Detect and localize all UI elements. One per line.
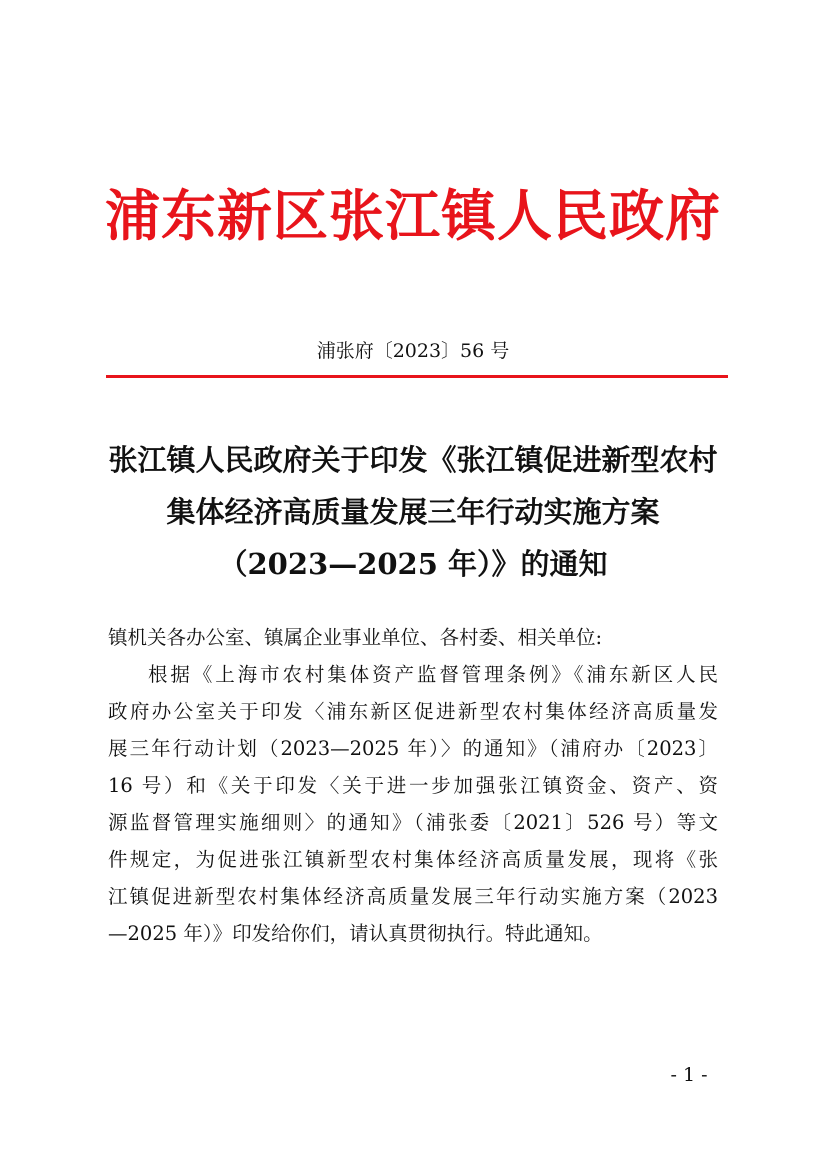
title-line: 集体经济高质量发展三年行动实施方案 xyxy=(166,495,660,529)
body-line: 源监督管理实施细则〉的通知》（浦张委〔2021〕526 号）等文 xyxy=(108,811,718,834)
body-line: 16 号）和《关于印发〈关于进一步加强张江镇资金、资产、资 xyxy=(108,774,718,797)
page-number: - 1 - xyxy=(670,1064,708,1086)
title-line: 张江镇人民政府关于印发《张江镇促进新型农村 xyxy=(108,443,718,477)
document-number: 浦张府〔2023〕56 号 xyxy=(316,340,510,362)
title-line: （2023—2025 年）》的通知 xyxy=(218,547,608,581)
salutation: 镇机关各办公室、镇属企业事业单位、各村委、相关单位: xyxy=(108,626,603,649)
document-title xyxy=(80,434,746,590)
body-line: 件规定，为促进张江镇新型农村集体经济高质量发展，现将《张 xyxy=(108,848,718,871)
body-line: —2025 年）》印发给你们，请认真贯彻执行。特此通知。 xyxy=(108,922,603,945)
body-line: 根据《上海市农村集体资产监督管理条例》《浦东新区人民 xyxy=(148,663,718,686)
body-line: 江镇促进新型农村集体经济高质量发展三年行动实施方案（2023 xyxy=(108,885,718,908)
body-line: 展三年行动计划（2023—2025 年）〉的通知》（浦府办〔2023〕 xyxy=(108,737,718,760)
issuing-authority-masthead: 浦东新区张江镇人民政府 xyxy=(104,183,721,248)
red-separator-line xyxy=(106,375,728,378)
body-line: 政府办公室关于印发〈浦东新区促进新型农村集体经济高质量发 xyxy=(108,700,718,723)
